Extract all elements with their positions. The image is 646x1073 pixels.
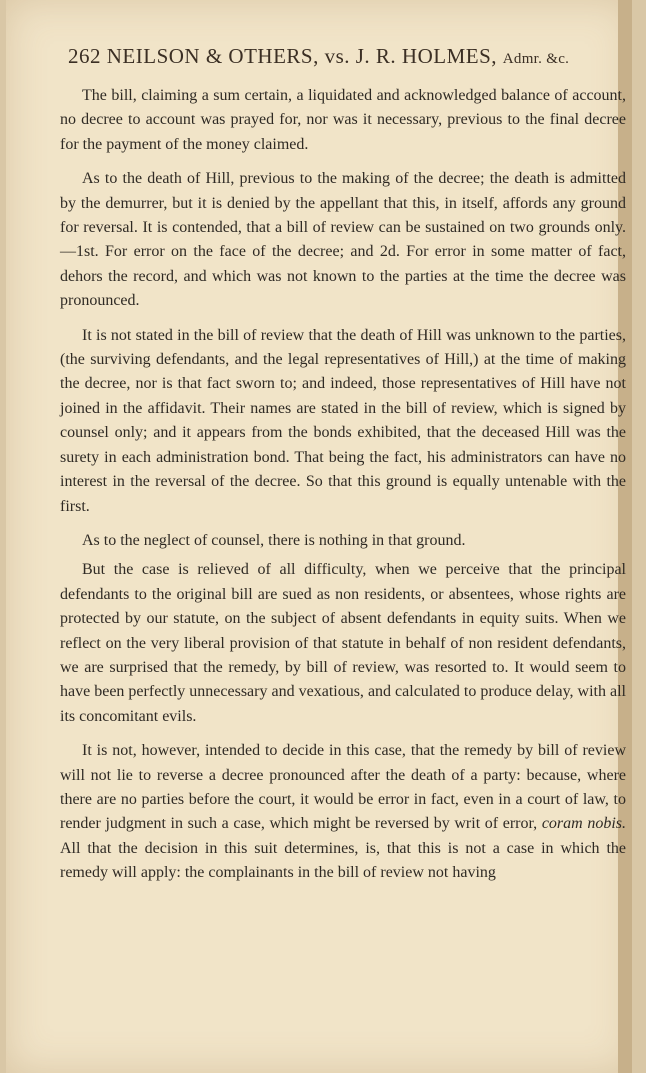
running-header bbox=[68, 44, 628, 69]
header-title: NEILSON & OTHERS, vs. J. R. HOLMES, bbox=[106, 44, 498, 68]
page-number: 262 bbox=[68, 44, 101, 68]
paragraph-6-part-2: All that the decision in this suit determines, is, that this is not a case in which the remedy will apply: the complainants in the bill of review not having bbox=[60, 839, 626, 882]
header-suffix: Admr. &c. bbox=[502, 51, 570, 67]
paragraph-2: As to the death of Hill, previous to the making of the decree; the death is admitted by the demurrer, but it is denied by the appellant that this, in itself, affords any ground for reversal. It is contended, that a bill of review can be sustained on two grounds only.—1st. For error on the face of the decree; and 2d. For error in some matter of fact, dehors the record, and which was not known to the parties at the time the decree was pronounced. bbox=[60, 170, 626, 310]
paragraph-5: But the case is relieved of all difficulty, when we perceive that the principal defendants to the original bill are sued as non residents, or absentees, whose rights are protected by our statute, on the subject of absent defendants in equity suits. When we reflect on the very liberal provision of that statute in behalf of non resident defendants, we are surprised that the remedy, by bill of review, was resorted to. It would seem to have been perfectly unnecessary and vexatious, and calculated to produce delay, with all its concomitant evils. bbox=[60, 561, 626, 725]
paragraph-1: The bill, claiming a sum certain, a liquidated and acknowledged balance of account, no decree to account was prayed for, nor was it necessary, previous to the final decree for the payment of the money claimed. bbox=[60, 87, 626, 153]
body-text bbox=[60, 84, 626, 896]
paragraph-6-italic: coram nobis. bbox=[541, 815, 626, 833]
paragraph-6-part-1: It is not, however, intended to decide in this case, that the remedy by bill of review will not lie to reverse a decree pronounced after the death of a party: because, where there are no parties before the court, it would be error in fact, even in a court of law, to render judgment in such a case, which might be reversed by writ of error, bbox=[60, 742, 626, 833]
book-page bbox=[6, 0, 632, 1073]
paragraph-6 bbox=[60, 739, 626, 885]
paragraph-4: As to the neglect of counsel, there is nothing in that ground. bbox=[82, 531, 466, 549]
paragraph-3: It is not stated in the bill of review that the death of Hill was unknown to the parties, (the surviving defendants, and the legal representatives of Hill,) at the time of making the decree, nor is that fact sworn to; and indeed, those representatives of Hill have not joined in the affidavit. Their names are stated in the bill of review, which is signed by counsel only; and it appears from the bonds exhibited, that the deceased Hill was the surety in each administration bond. That being the fact, his administrators can have no interest in the reversal of the decree. So that this ground is equally untenable with the first. bbox=[60, 326, 626, 515]
